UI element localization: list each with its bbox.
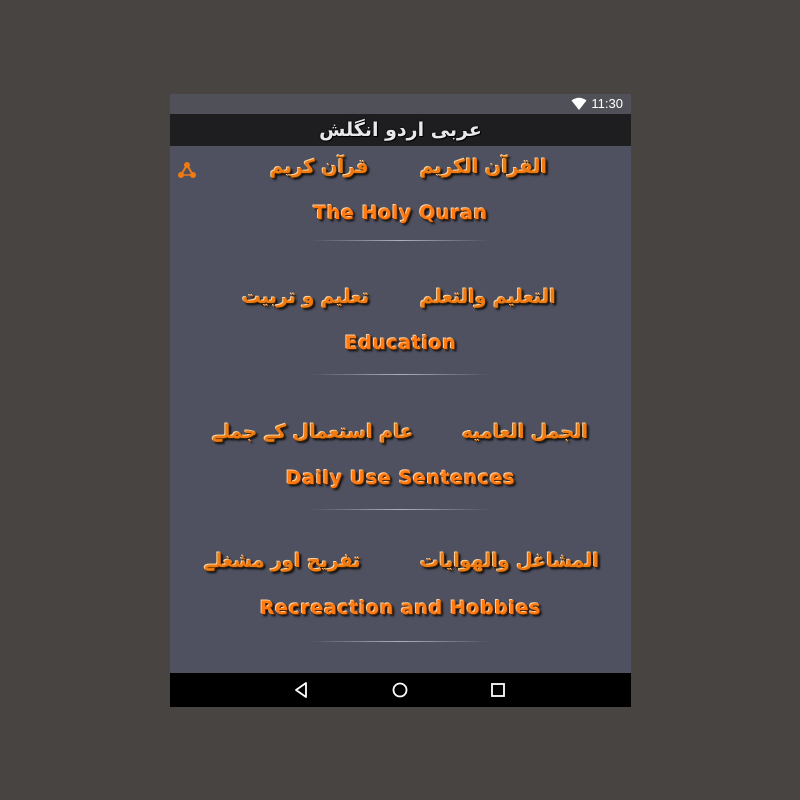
urdu-title: قرآن کریم — [270, 156, 369, 178]
section-divider — [310, 509, 490, 510]
menu-list — [170, 146, 631, 673]
english-title: Recreaction and Hobbies — [259, 597, 542, 619]
wifi-icon — [571, 97, 587, 111]
app-header — [170, 114, 631, 146]
menu-item-education[interactable] — [170, 276, 631, 411]
native-titles — [170, 156, 631, 186]
back-icon[interactable] — [292, 681, 312, 699]
menu-item-holy-quran[interactable] — [170, 146, 631, 296]
native-titles — [170, 421, 631, 451]
arabic-title: الجمل العاميه — [462, 421, 589, 443]
navigation-bar — [170, 673, 631, 707]
section-divider — [310, 374, 490, 375]
status-time: 11:30 — [591, 96, 623, 111]
section-divider — [310, 641, 490, 642]
english-title: Daily Use Sentences — [285, 467, 516, 489]
menu-item-daily-use-sentences[interactable] — [170, 411, 631, 546]
arabic-title: التعليم والتعلم — [420, 286, 556, 308]
native-titles — [170, 286, 631, 316]
app-title: عربی اردو انگلش — [319, 119, 482, 141]
urdu-title: تعلیم و تربیت — [242, 286, 370, 308]
arabic-title: القرآن الكريم — [420, 156, 548, 178]
native-titles — [170, 550, 631, 580]
english-title: The Holy Quran — [313, 202, 488, 224]
section-divider — [310, 240, 490, 241]
urdu-title: تفریح اور مشغلے — [204, 550, 361, 572]
status-indicators — [571, 96, 623, 111]
arabic-title: المشاغل والهوايات — [420, 550, 600, 572]
home-icon[interactable] — [390, 681, 410, 699]
status-bar — [170, 94, 631, 114]
english-title: Education — [344, 332, 457, 354]
urdu-title: عام استعمال کے جملے — [212, 421, 414, 443]
menu-item-recreation-hobbies[interactable] — [170, 544, 631, 679]
device-screen — [170, 94, 631, 707]
recents-icon[interactable] — [488, 681, 508, 699]
